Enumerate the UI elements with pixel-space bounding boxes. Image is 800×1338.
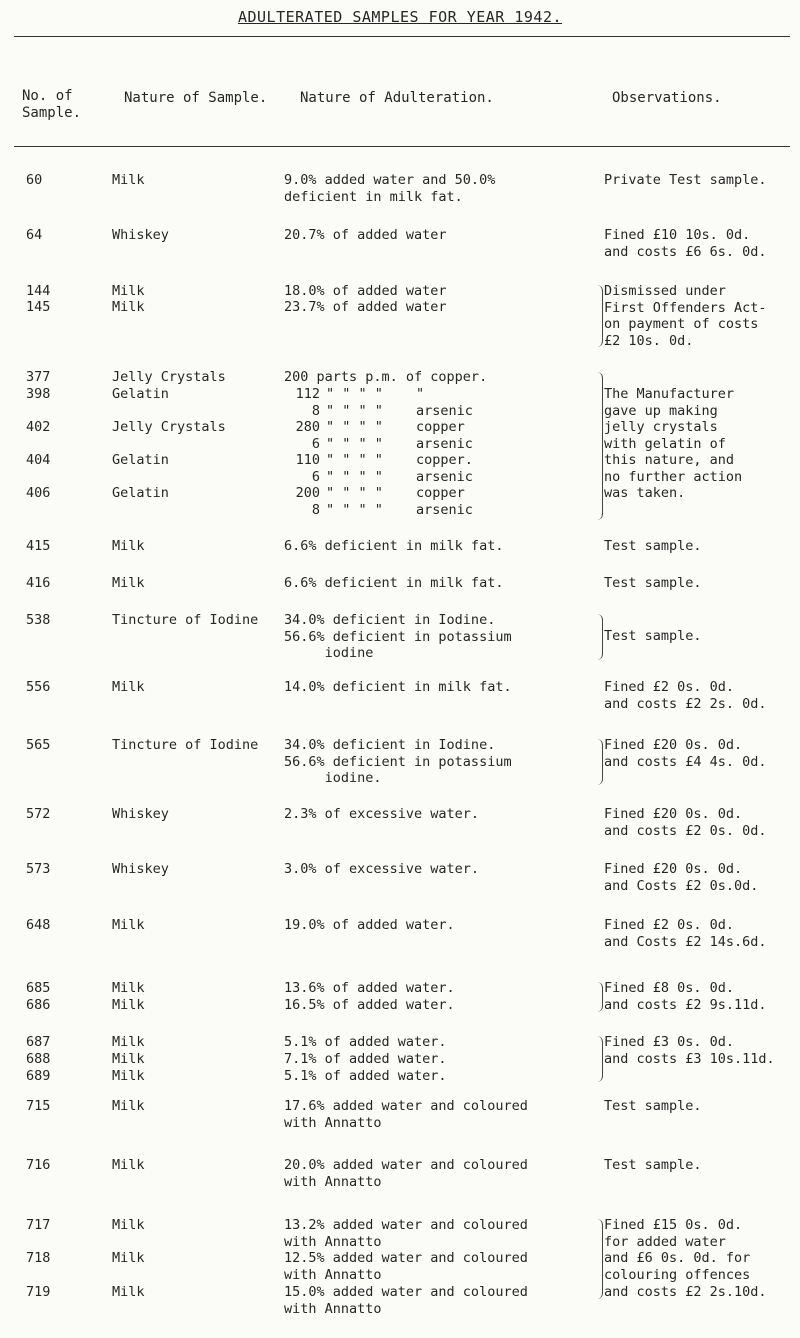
sample-observation: and costs £2 9s.11d.: [604, 997, 767, 1013]
parts-line: [284, 419, 473, 436]
sample-observation: Fined £2 0s. 0d. and costs £2 2s. 0d.: [604, 679, 767, 712]
sample-number: 688: [26, 1051, 51, 1067]
ditto-marks: " " " ": [326, 501, 383, 518]
sample-number: 565: [26, 737, 51, 753]
sample-nature: Milk: [112, 172, 145, 188]
sample-nature: Gelatin: [112, 452, 169, 468]
parts-line: [284, 485, 473, 502]
sample-number: 687: [26, 1034, 51, 1050]
header-number: No. of Sample.: [22, 88, 82, 121]
parts-line: [284, 502, 473, 519]
group-brace: [594, 614, 603, 660]
sample-observation: Fined £2 0s. 0d. and Costs £2 14s.6d.: [604, 917, 767, 950]
parts-number: 8: [311, 402, 320, 419]
parts-number: 200: [295, 485, 320, 501]
parts-list: [284, 386, 473, 518]
parts-substance: arsenic: [416, 468, 473, 485]
group-brace: [594, 982, 603, 1012]
sample-number: 572: [26, 806, 51, 822]
sample-adulteration: 9.0% added water and 50.0% deficient in milk fat.: [284, 172, 496, 205]
sample-number: 402: [26, 419, 51, 435]
ditto-marks: " " " ": [326, 468, 383, 485]
sample-number: 406: [26, 485, 51, 501]
ditto-marks: " " " ": [326, 485, 383, 501]
sample-nature: Milk: [112, 1098, 145, 1114]
sample-observation: Test sample.: [604, 628, 702, 644]
parts-substance: arsenic: [416, 402, 473, 419]
sample-observation: Fined £20 0s. 0d. and costs £4 4s. 0d.: [604, 737, 767, 770]
sample-nature: Milk: [112, 1250, 145, 1266]
sample-number: 715: [26, 1098, 51, 1114]
sample-number: 538: [26, 612, 51, 628]
sample-nature: Tincture of Iodine: [112, 737, 259, 753]
ditto-marks: " " " ": [326, 452, 383, 468]
parts-substance: arsenic: [416, 501, 473, 518]
sample-adulteration: 15.0% added water and coloured with Annatto: [284, 1284, 528, 1317]
sample-nature: Milk: [112, 917, 145, 933]
top-rule: [14, 36, 790, 37]
sample-observation: The Manufacturer gave up making jelly crystals with gelatin of this nature, and no further action was taken.: [604, 386, 743, 501]
sample-observation: Fined £15 0s. 0d. for added water: [604, 1217, 743, 1250]
sample-number: 689: [26, 1068, 51, 1084]
sample-adulteration: 7.1% of added water.: [284, 1051, 447, 1067]
sample-number: 415: [26, 538, 51, 554]
group-brace: [594, 1036, 603, 1082]
sample-observation: Fined £3 0s. 0d.: [604, 1034, 735, 1050]
parts-line: [284, 436, 473, 453]
sample-adulteration: 5.1% of added water.: [284, 1034, 447, 1050]
sample-observation: Test sample.: [604, 538, 702, 554]
sample-adulteration: 6.6% deficient in milk fat.: [284, 575, 504, 591]
sample-nature: Milk: [112, 980, 145, 996]
sample-number: 416: [26, 575, 51, 591]
sample-number: 718: [26, 1250, 51, 1266]
sample-adulteration: 3.0% of excessive water.: [284, 861, 480, 877]
ditto-marks: " " " ": [326, 435, 383, 452]
sample-nature: Jelly Crystals: [112, 419, 226, 435]
sample-nature: Whiskey: [112, 806, 169, 822]
sample-observation: Private Test sample.: [604, 172, 767, 188]
group-brace: [594, 285, 603, 347]
sample-observation: and £6 0s. 0d. for colouring offences: [604, 1250, 751, 1283]
sample-nature: Gelatin: [112, 386, 169, 402]
sample-adulteration: 13.2% added water and coloured with Annatto: [284, 1217, 528, 1250]
sample-adulteration: 19.0% of added water.: [284, 917, 455, 933]
group-brace: [594, 1219, 603, 1299]
parts-substance: arsenic: [416, 435, 473, 452]
sample-adulteration: 14.0% deficient in milk fat.: [284, 679, 512, 695]
parts-line: [284, 403, 473, 420]
sample-number: 573: [26, 861, 51, 877]
sample-observation: and costs £2 2s.10d.: [604, 1284, 767, 1300]
sample-observation: Test sample.: [604, 1157, 702, 1173]
sample-nature: Whiskey: [112, 861, 169, 877]
sample-adulteration: 34.0% deficient in Iodine. 56.6% deficient in potassium iodine.: [284, 737, 512, 786]
sample-adulteration: 13.6% of added water.: [284, 980, 455, 996]
ditto-marks: " " " ": [326, 419, 383, 435]
sample-nature: Milk: [112, 1157, 145, 1173]
sample-nature: Milk: [112, 1217, 145, 1233]
sample-number: 404: [26, 452, 51, 468]
parts-line: [284, 386, 473, 403]
parts-number: 6: [311, 435, 320, 452]
sample-number: 685: [26, 980, 51, 996]
sample-adulteration: 2.3% of excessive water.: [284, 806, 480, 822]
header-adulteration: Nature of Adulteration.: [300, 90, 494, 106]
header-observations: Observations.: [612, 90, 722, 106]
parts-number: 6: [311, 468, 320, 485]
sample-nature: Milk: [112, 1034, 145, 1050]
sample-number: 556: [26, 679, 51, 695]
sample-number: 60: [26, 172, 43, 188]
parts-line: [284, 469, 473, 486]
group-brace: [594, 739, 603, 785]
parts-number: 110: [295, 452, 320, 468]
sample-number: 398: [26, 386, 51, 402]
parts-substance: copper: [416, 419, 465, 435]
parts-substance: ": [416, 386, 425, 402]
sample-nature: Milk: [112, 283, 145, 299]
sample-adulteration: 23.7% of added water: [284, 299, 447, 315]
sample-adulteration: 20.7% of added water: [284, 227, 447, 243]
header-nature: Nature of Sample.: [124, 90, 268, 106]
parts-line: [284, 452, 473, 469]
sample-nature: Milk: [112, 575, 145, 591]
parts-substance: copper.: [416, 452, 473, 468]
sample-adulteration: 6.6% deficient in milk fat.: [284, 538, 504, 554]
sample-nature: Jelly Crystals: [112, 369, 226, 385]
sample-adulteration: 18.0% of added water: [284, 283, 447, 299]
sample-number: 377: [26, 369, 51, 385]
sample-number: 64: [26, 227, 43, 243]
sample-observation: Fined £20 0s. 0d. and costs £2 0s. 0d.: [604, 806, 767, 839]
sample-observation: Fined £20 0s. 0d. and Costs £2 0s.0d.: [604, 861, 759, 894]
ditto-marks: " " " ": [326, 402, 383, 419]
sample-number: 717: [26, 1217, 51, 1233]
sample-number: 719: [26, 1284, 51, 1300]
sample-nature: Gelatin: [112, 485, 169, 501]
sample-adulteration: 34.0% deficient in Iodine. 56.6% deficient in potassium iodine: [284, 612, 512, 661]
sample-adulteration: 17.6% added water and coloured with Annatto: [284, 1098, 528, 1131]
sample-nature: Tincture of Iodine: [112, 612, 259, 628]
sample-number: 716: [26, 1157, 51, 1173]
sample-nature: Milk: [112, 1284, 145, 1300]
sample-nature: Milk: [112, 1051, 145, 1067]
parts-number: 112: [295, 386, 320, 402]
sample-nature: Whiskey: [112, 227, 169, 243]
sample-nature: Milk: [112, 997, 145, 1013]
sample-nature: Milk: [112, 1068, 145, 1084]
sample-adulteration: 16.5% of added water.: [284, 997, 455, 1013]
sample-observation: Fined £8 0s. 0d.: [604, 980, 735, 996]
sample-adulteration: 12.5% added water and coloured with Annatto: [284, 1250, 528, 1283]
parts-number: 8: [311, 501, 320, 518]
group-brace: [594, 372, 603, 520]
parts-number: 280: [295, 419, 320, 435]
sample-observation: Test sample.: [604, 1098, 702, 1114]
sample-number: 144: [26, 283, 51, 299]
sample-number: 648: [26, 917, 51, 933]
sample-adulteration: 20.0% added water and coloured with Annatto: [284, 1157, 528, 1190]
sample-adulteration: 5.1% of added water.: [284, 1068, 447, 1084]
parts-substance: copper: [416, 485, 465, 501]
sample-number: 145: [26, 299, 51, 315]
sample-nature: Milk: [112, 679, 145, 695]
sample-observation: and costs £3 10s.11d.: [604, 1051, 775, 1067]
ditto-marks: " " " ": [326, 386, 383, 402]
sample-observation: Fined £10 10s. 0d. and costs £6 6s. 0d.: [604, 227, 767, 260]
sample-observation: Dismissed under First Offenders Act- on payment of costs £2 10s. 0d.: [604, 283, 767, 349]
sample-number: 686: [26, 997, 51, 1013]
sample-adulteration: 200 parts p.m. of copper.: [284, 369, 488, 385]
header-rule: [14, 146, 790, 147]
page-title: ADULTERATED SAMPLES FOR YEAR 1942.: [237, 8, 563, 26]
sample-nature: Milk: [112, 299, 145, 315]
sample-nature: Milk: [112, 538, 145, 554]
sample-observation: Test sample.: [604, 575, 702, 591]
